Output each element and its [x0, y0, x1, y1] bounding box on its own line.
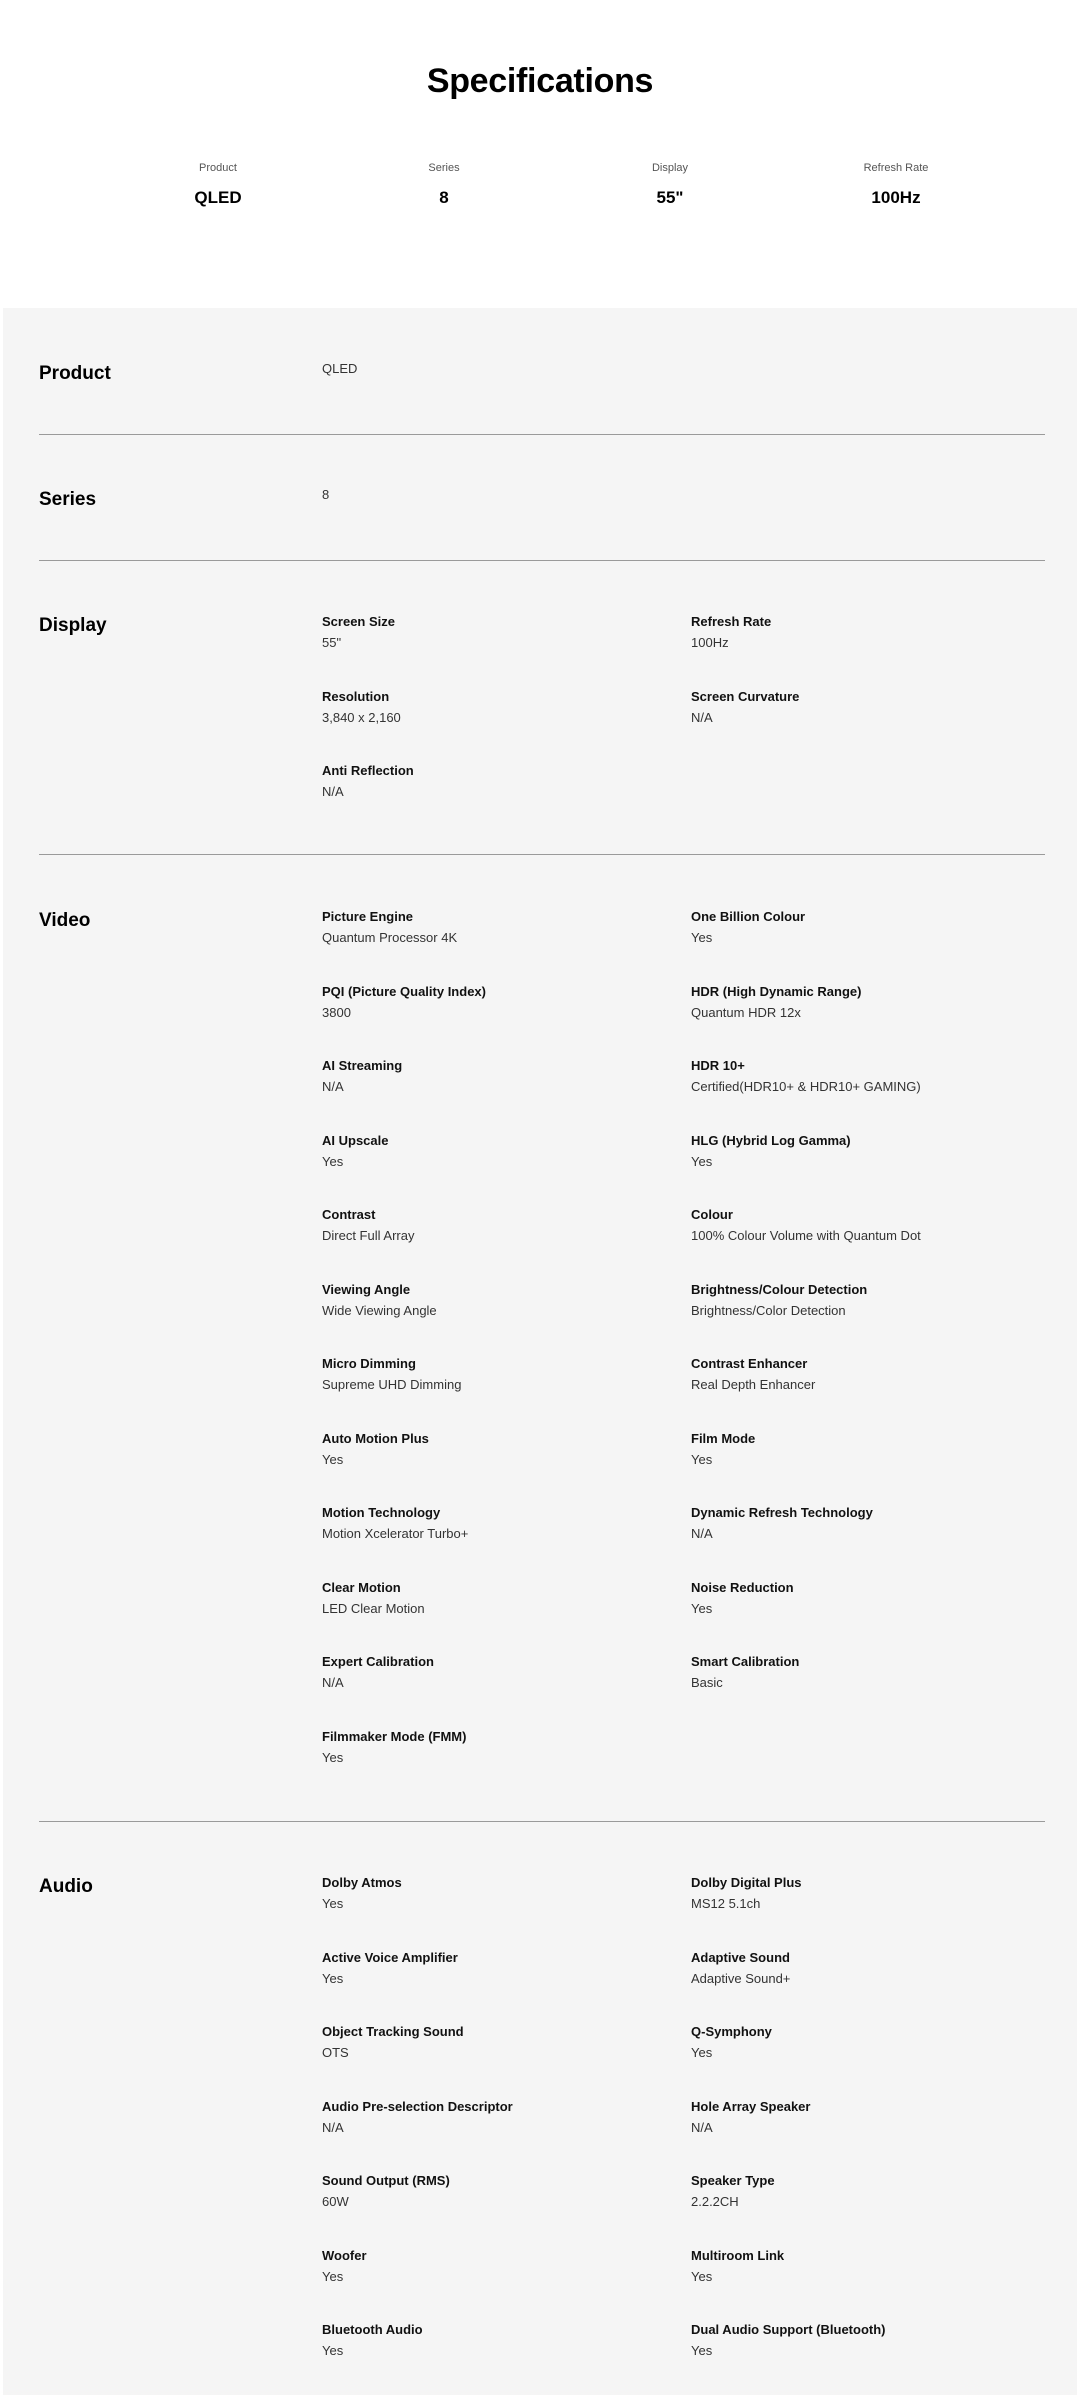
spec-name: Picture Engine: [322, 909, 414, 924]
spec-name: Expert Calibration: [322, 1654, 434, 1669]
spec-name: Anti Reflection: [322, 763, 414, 778]
spec-name: Woofer: [322, 2247, 367, 2263]
spec-name: Clear Motion: [322, 1579, 401, 1595]
spec-name: Contrast Enhancer: [691, 1356, 808, 1371]
spec-item: [322, 1653, 662, 1692]
page-title: Specifications: [426, 62, 654, 100]
spec-item: [691, 1504, 1031, 1543]
section-title: Series: [39, 489, 97, 510]
spec-item: [691, 1132, 1031, 1171]
summary-product: [105, 160, 331, 208]
spec-item: [322, 2098, 662, 2137]
spec-name: Auto Motion Plus: [322, 1430, 429, 1446]
spec-value: Yes: [691, 2045, 713, 2060]
spec-name: PQI (Picture Quality Index): [322, 983, 486, 999]
summary-series: [331, 160, 557, 208]
spec-item: [691, 1579, 1031, 1618]
spec-value: 100% Colour Volume with Quantum Dot: [691, 1228, 921, 1243]
spec-item: [691, 688, 1031, 727]
spec-name: Motion Technology: [322, 1505, 441, 1520]
spec-item: [322, 1430, 662, 1469]
spec-item: [691, 1874, 1031, 1913]
spec-item: [322, 1874, 662, 1913]
spec-value: Quantum Processor 4K: [322, 930, 458, 945]
spec-item: [322, 2247, 662, 2286]
spec-name: Filmmaker Mode (FMM): [322, 1728, 467, 1744]
spec-value: Brightness/Color Detection: [691, 1302, 846, 1318]
spec-item: [322, 1949, 662, 1988]
spec-item: [691, 613, 1031, 652]
spec-value: 2.2.2CH: [691, 2194, 739, 2209]
spec-name: Contrast: [322, 1207, 376, 1222]
spec-name: Object Tracking Sound: [322, 2024, 464, 2039]
spec-name: Hole Array Speaker: [691, 2098, 811, 2114]
spec-value: N/A: [322, 1675, 344, 1690]
spec-name: Active Voice Amplifier: [322, 1949, 458, 1965]
spec-value: Supreme UHD Dimming: [322, 1377, 462, 1392]
section-title: Video: [39, 910, 91, 931]
spec-value: N/A: [691, 2119, 713, 2135]
spec-value: Yes: [691, 2268, 713, 2284]
summary-refresh-rate: [783, 160, 1009, 208]
spec-item: [691, 908, 1031, 947]
spec-item: [322, 1206, 662, 1245]
spec-value: LED Clear Motion: [322, 1600, 425, 1616]
specifications-header: [0, 0, 1080, 308]
spec-item: [322, 1728, 662, 1767]
spec-item: [691, 2098, 1031, 2137]
spec-value: Yes: [691, 2343, 713, 2358]
spec-name: Audio Pre-selection Descriptor: [322, 2098, 513, 2114]
spec-name: Dolby Digital Plus: [691, 1875, 802, 1890]
spec-name: Micro Dimming: [322, 1356, 416, 1371]
summary-display: [557, 160, 783, 208]
spec-name: Resolution: [322, 688, 390, 704]
section-audio: [39, 1876, 1045, 2376]
divider: [39, 854, 1045, 855]
spec-value: Wide Viewing Angle: [322, 1302, 437, 1318]
spec-value: 55": [322, 635, 342, 650]
spec-value: Yes: [322, 1153, 344, 1169]
spec-name: Speaker Type: [691, 2173, 775, 2188]
series-value: 8: [322, 487, 330, 502]
spec-item: [691, 1057, 1031, 1096]
spec-name: Noise Reduction: [691, 1579, 794, 1595]
spec-value: 3,840 x 2,160: [322, 709, 401, 725]
spec-name: Viewing Angle: [322, 1281, 411, 1297]
spec-name: Smart Calibration: [691, 1654, 800, 1669]
spec-item: [691, 1206, 1031, 1245]
section-video: [39, 910, 1045, 1790]
spec-name: HLG (Hybrid Log Gamma): [691, 1132, 851, 1148]
summary-label: Display: [651, 162, 689, 174]
spec-item: [322, 1355, 662, 1394]
spec-item: [322, 1281, 662, 1320]
divider: [39, 434, 1045, 435]
spec-value: Yes: [322, 2343, 344, 2358]
spec-value: Yes: [322, 1749, 344, 1765]
spec-details: [3, 308, 1077, 2395]
section-display: [39, 615, 1045, 815]
divider: [39, 1821, 1045, 1822]
spec-name: Screen Curvature: [691, 688, 800, 704]
spec-item: [691, 1281, 1031, 1320]
spec-item: [322, 762, 662, 801]
spec-item: [691, 2172, 1031, 2211]
spec-item: [691, 2247, 1031, 2286]
spec-item: [322, 2023, 662, 2062]
section-series: [39, 489, 1045, 529]
spec-value: N/A: [691, 709, 713, 725]
spec-item: [691, 2321, 1031, 2360]
spec-value: OTS: [322, 2045, 349, 2060]
spec-value: 100Hz: [691, 635, 729, 650]
spec-item: [322, 1132, 662, 1171]
spec-value: N/A: [322, 784, 344, 799]
spec-value: Real Depth Enhancer: [691, 1377, 816, 1392]
spec-name: Dynamic Refresh Technology: [691, 1505, 873, 1520]
spec-item: [322, 688, 662, 727]
summary-value: 8: [439, 188, 449, 207]
summary-value: 55": [656, 188, 684, 207]
spec-name: AI Upscale: [322, 1132, 389, 1148]
spec-value: N/A: [691, 1526, 713, 1541]
spec-item: [691, 1355, 1031, 1394]
spec-value: Direct Full Array: [322, 1228, 415, 1243]
spec-value: N/A: [322, 2119, 344, 2135]
section-title: Product: [39, 363, 111, 384]
summary-label: Product: [199, 162, 237, 174]
spec-name: Adaptive Sound: [691, 1949, 790, 1965]
spec-value: N/A: [322, 1079, 344, 1094]
spec-value: Yes: [691, 1600, 713, 1616]
spec-item: [691, 983, 1031, 1022]
divider: [39, 560, 1045, 561]
spec-name: HDR (High Dynamic Range): [691, 983, 862, 999]
spec-value: 60W: [322, 2194, 349, 2209]
spec-value: Adaptive Sound+: [691, 1970, 791, 1986]
summary-value: QLED: [194, 188, 242, 207]
spec-value: Yes: [322, 1970, 344, 1986]
spec-name: Bluetooth Audio: [322, 2322, 423, 2337]
spec-name: Refresh Rate: [691, 614, 772, 629]
summary-label: Refresh Rate: [863, 162, 929, 174]
spec-value: MS12 5.1ch: [691, 1896, 761, 1911]
section-title: Audio: [39, 1876, 93, 1897]
spec-value: Yes: [322, 1451, 344, 1467]
spec-value: 3800: [322, 1004, 351, 1020]
spec-item: [322, 908, 662, 947]
spec-name: Dual Audio Support (Bluetooth): [691, 2322, 886, 2337]
spec-item: [322, 1579, 662, 1618]
spec-name: Dolby Atmos: [322, 1875, 402, 1890]
spec-name: One Billion Colour: [691, 909, 806, 924]
spec-item: [322, 2321, 662, 2360]
spec-name: Screen Size: [322, 614, 395, 629]
spec-value: Certified(HDR10+ & HDR10+ GAMING): [691, 1079, 921, 1094]
spec-value: Motion Xcelerator Turbo+: [322, 1526, 469, 1541]
product-value: QLED: [322, 361, 358, 376]
spec-name: Film Mode: [691, 1430, 756, 1446]
spec-name: Colour: [691, 1207, 733, 1222]
spec-item: [322, 1057, 662, 1096]
spec-name: Brightness/Colour Detection: [691, 1281, 868, 1297]
spec-value: Yes: [691, 1451, 713, 1467]
spec-value: Yes: [322, 1896, 344, 1911]
summary-label: Series: [428, 162, 460, 174]
spec-item: [691, 1949, 1031, 1988]
spec-item: [691, 1653, 1031, 1692]
spec-summary: [105, 160, 1080, 220]
section-title: Display: [39, 615, 107, 636]
spec-item: [322, 613, 662, 652]
section-product: [39, 363, 1045, 403]
spec-item: [322, 983, 662, 1022]
spec-name: Multiroom Link: [691, 2247, 785, 2263]
spec-name: HDR 10+: [691, 1058, 745, 1073]
spec-name: Sound Output (RMS): [322, 2173, 450, 2188]
spec-item: [691, 2023, 1031, 2062]
spec-value: Yes: [691, 930, 713, 945]
spec-name: AI Streaming: [322, 1058, 403, 1073]
spec-value: Basic: [691, 1675, 723, 1690]
summary-value: 100Hz: [871, 188, 921, 207]
spec-item: [322, 1504, 662, 1543]
spec-value: Yes: [691, 1153, 713, 1169]
spec-item: [322, 2172, 662, 2211]
spec-value: Yes: [322, 2268, 344, 2284]
spec-value: Quantum HDR 12x: [691, 1004, 801, 1020]
spec-name: Q-Symphony: [691, 2024, 772, 2039]
spec-item: [691, 1430, 1031, 1469]
